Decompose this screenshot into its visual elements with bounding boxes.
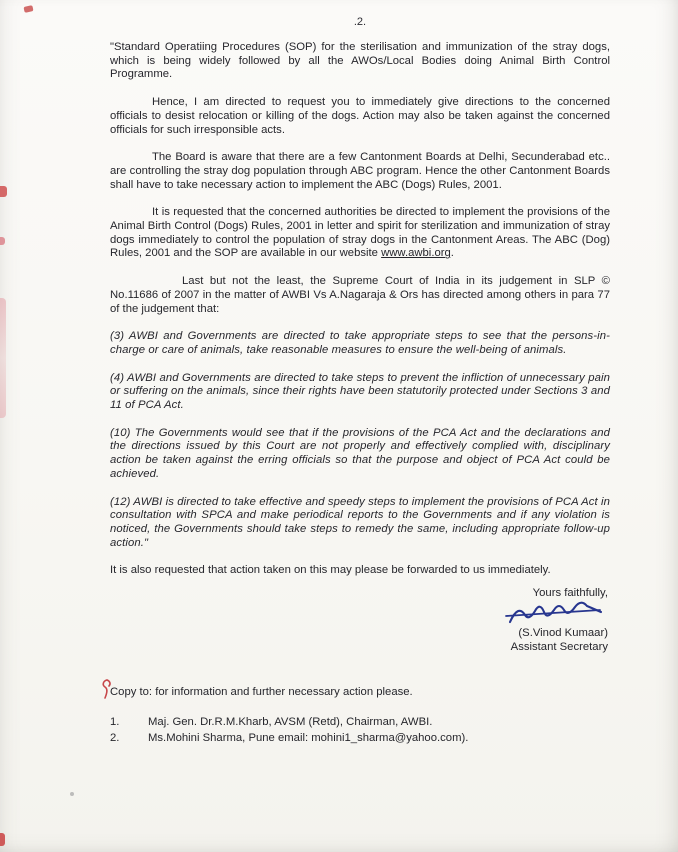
scan-artifact-speck xyxy=(70,792,74,796)
paragraph-directions-request: Hence, I am directed to request you to immediately give directions to the concerned officials to desist relocation or killing of the dogs. Action may also be taken against the concerned officials for such irresponsible acts. xyxy=(110,96,610,136)
judgement-quote-12: (12) AWBI is directed to take effective and speedy steps to implement the provisions of PCA Act in consultation with SPCA and make periodical reports to the Governments and if any violation is noticed, the Governments should take steps to remedy the same, including appropriate follow-up action." xyxy=(110,495,610,549)
signature-block xyxy=(110,586,610,654)
signatory-name: (S.Vinod Kumaar) xyxy=(518,627,608,640)
page-number: .2. xyxy=(353,16,367,28)
letter-body xyxy=(110,16,610,748)
paragraph-text: . xyxy=(450,247,454,260)
scan-artifact-pink-smudge xyxy=(0,298,6,418)
list-item-text: Ms.Mohini Sharma, Pune email: mohini1_sharma@yahoo.com). xyxy=(148,732,469,745)
list-item xyxy=(110,732,610,744)
list-item-number: 2. xyxy=(110,732,120,745)
valediction: Yours faithfully, xyxy=(532,587,608,600)
paragraph-supreme-court: Last but not the least, the Supreme Court of India in its judgement in SLP © No.11686 of 2007 in the matter of AWBI Vs A.Nagaraja & Ors has directed among others in para 77 of the judgement that: xyxy=(110,275,610,315)
paragraph-sop: "Standard Operatiing Procedures (SOP) for the sterilisation and immunization of the stray dogs, which is being widely followed by all the AWOs/Local Bodies doing Animal Birth Control Programme. xyxy=(110,41,610,81)
list-item-number: 1. xyxy=(110,716,120,729)
judgement-quote-10: (10) The Governments would see that if the provisions of the PCA Act and the declarations and the directions issued by this Court are not properly and effectively complied with, disciplinary action be taken against the erring officials so that the purpose and object of PCA Act could be achieved. xyxy=(110,426,610,480)
judgement-quote-4: (4) AWBI and Governments are directed to take steps to prevent the infliction of unnecessary pain or suffering on the animals, since their rights have been statutorily protected under Sections 3 and 11 of PCA Act. xyxy=(110,371,610,412)
closing-request: It is also requested that action taken on this may please be forwarded to us immediately. xyxy=(110,564,551,577)
copy-to-list xyxy=(110,716,610,744)
scan-artifact-red-mark xyxy=(0,237,5,245)
scan-artifact-red-mark xyxy=(23,5,33,13)
paragraph-cantonment-boards: The Board is aware that there are a few Cantonment Boards at Delhi, Secunderabad etc.. are controlling the stray dog population through ABC program. Hence the other Cantonment Boards shall have to take necessary action to implement the ABC (Dogs) Rules, 2001. xyxy=(110,151,610,191)
judgement-quote-3: (3) AWBI and Governments are directed to take appropriate steps to see that the persons-in-charge or care of animals, take reasonable measures to ensure the well-being of animals. xyxy=(110,330,610,356)
scan-artifact-red-mark xyxy=(0,833,5,846)
list-item xyxy=(110,716,610,728)
copy-to-heading: Copy to: for information and further necessary action please. xyxy=(110,686,413,699)
paragraph-text: It is requested that the concerned authorities be directed to implement the provisions of the Animal Birth Control (Dogs) Rules, 2001 in letter and spirit for sterilization and immunization of stray dogs immediately to control the population of stray dogs in the Cantonment Areas. The ABC (Dog) Rules, 2001 and the SOP are available in our website xyxy=(110,206,610,260)
list-item-text: Maj. Gen. Dr.R.M.Kharb, AVSM (Retd), Chairman, AWBI. xyxy=(148,716,433,729)
awbi-website-link[interactable]: www.awbi.org xyxy=(381,247,451,260)
scan-artifact-red-mark xyxy=(0,186,7,197)
paragraph-abc-rules xyxy=(110,206,610,261)
signatory-title: Assistant Secretary xyxy=(510,641,608,654)
